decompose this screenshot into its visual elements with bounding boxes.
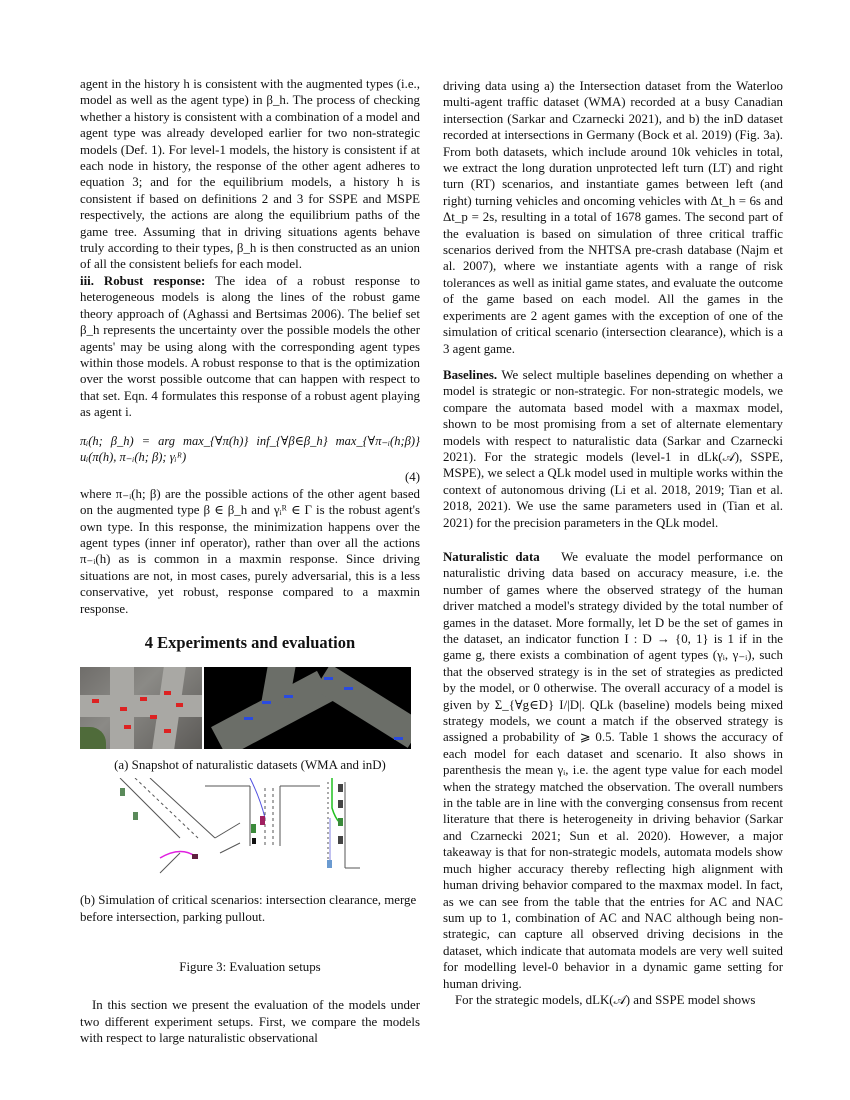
naturalistic-data-heading: Naturalistic data [443, 549, 540, 564]
robust-response-text: The idea of a robust response to heterogeneous models is along the lines of the robust game theory approach of (Aghassi and Bertsimas 2006). The belief set β_h represents the uncertainty over the possible models the other agents' may be using along with the corresponding agent types within those models. A robust response to that is the optimization over the worst possible outcome that can happen with respect to that set. Eqn. 4 formulates this response of a robust agent playing as agent i. [80, 273, 420, 420]
figure-3 [80, 667, 420, 975]
ind-dataset-image [204, 667, 411, 749]
wma-dataset-image [80, 667, 202, 749]
robust-response-heading: iii. Robust response: [80, 273, 206, 288]
right-column [443, 78, 783, 1008]
baselines-text: We select multiple baselines depending on whether a model is strategic or non-strategic. For non-strategic models, we compare the automata based model with a maxmax model, shown to be most promising from a set of alternate elementary models with respect to naturalistic data (Sarkar and Czarnecki 2021). For the strategic models (level-1 in dLk(𝒜), SSPE, MSPE), we select a QLk model used in multiple works within the context of autonomous driving (Li et al. 2018, 2019; Tian et al. 2018, 2021). We use the same parameters used in (Tian et al. 2021) for the precision parameters in the QLk model. [443, 367, 783, 530]
paragraph-robust-response [80, 273, 420, 421]
figure-3a-images [80, 667, 420, 749]
paragraph-naturalistic-data [443, 549, 783, 992]
figure-3a-caption: (a) Snapshot of naturalistic datasets (WMA and inD) [114, 758, 386, 773]
left-column [80, 76, 420, 1047]
paragraph-consistency: agent in the history h is consistent with the augmented types (i.e., model as well as the agent type) in β_h. The process of checking whether a history is consistent with a combination of a model and agent type was already developed earlier for two non-strategic models (Def. 1). For level-1 models, the history is consistent if at each node in history, the response of the other agent adheres to equation 3; and for the equilibrium models, a history h is consistent if based on definitions 2 and 3 for SSPE and MSPE respectively, the actions are along the equilibrium paths of the game tree. Assuming that in driving situations agents behave truly according to their types, β_h is then constructed as an union of all the consistent beliefs for each model. [80, 77, 420, 272]
paragraph-datasets: driving data using a) the Intersection dataset from the Waterloo multi-agent traffic dataset (WMA) recorded at a busy Canadian intersection (Sarkar and Czarnecki 2021), and b) the inD dataset recorded at intersections in Germany (Bock et al. 2019) (Fig. 3a). From both datasets, which include around 10k vehicles in total, we extract the long duration unprotected left turn (LT) and right turn (RT) scenarios, and instantiate games between left (and right) turning vehicles and oncoming vehicles with Δt_h = 6s and Δt_p = 2s, resulting in a total of 1678 games. The second part of the evaluation is based on simulation of three critical traffic scenarios derived from the NHTSA pre-crash database (Najm et al. 2007), where we instantiate agents with a range of risk tolerances as well as initial game states, and evaluate the outcome of the game based on each model. All the games in the experiments are 2 agent games with the exception of one of the simulation of critical scenario (intersection clearance), which is a 3 agent game. [443, 79, 783, 356]
section-heading: 4 Experiments and evaluation [144, 633, 356, 652]
baselines-heading: Baselines. [443, 367, 498, 382]
paragraph-strategic-models: For the strategic models, dLK(𝒜) and SSPE model shows [455, 992, 756, 1007]
naturalistic-data-text: We evaluate the model performance on naturalistic driving data based on accuracy measure, i.e. the number of games where the observed strategy of the human driver matched a model's strategy divided by the total number of games in the dataset. More formally, let D be the set of games in the dataset, an indicator function I : D → {0, 1} is 1 if in the game g, there exists a combination of agent types (γᵢ, γ₋ᵢ), such that the observed strategy is in the set of strategies as predicted by the model, or 0 otherwise. The overall accuracy of a model is given by Σ_{∀g∈D} I/|D|. QLk (baseline) models being mixed strategy models, we count a match if the observed strategy is assigned a probability of ⩾ 0.5. Table 1 shows the accuracy of each model for each dataset and scenario. It also shows in parenthesis the mean γᵢ, i.e. the agent type value for each model when the strategy matched the observation. The overall numbers in the table are in line with the converging consensus from recent literature that there is heterogeneity in driving behavior (Sarkar and Czarnecki 2021; Sun et al. 2020). However, a major takeaway is that for non-strategic models, automata models show much higher accuracy thereby reflecting high alignment with human driving behavior compared to the maxmax model. In fact, as we can see from the table that the entries for AC and NAC sum up to 1, combination of AC and NAC although being non-strategic, can capture all observed driving decisions in the dataset, which indicate that automata models are very well suited for modelling level-0 behavior in a dynamic game setting for human driving. [443, 549, 784, 991]
paragraph-intro-experiments: In this section we present the evaluation of the models under two different experiment setups. First, we compare the models with respect to large naturalistic observational [80, 998, 420, 1046]
paragraph-baselines [443, 367, 783, 531]
paragraph-where: where π₋ᵢ(h; β) are the possible actions of the other agent based on the augmented type β ∈ β_h and γᵢᴿ ∈ Γ is the robust agent's own type. In this response, the minimization happens over the agent types (inner inf operator), rather than over all the actions π₋ᵢ(h) as is common in a maxmin response. Since driving situations are not, in most cases, purely adversarial, this is a less conservative, yet robust, response compared to a maxmin response. [80, 486, 420, 616]
equation-4: πᵢ(h; β_h) = arg max_{∀π(h)} inf_{∀β∈β_h} max_{∀π₋ᵢ(h;β)} uᵢ(π(h), π₋ᵢ(h; β); γᵢᴿ) [80, 433, 420, 464]
figure-3b-caption: (b) Simulation of critical scenarios: intersection clearance, merge before intersection, parking pullout. [80, 893, 417, 924]
figure-3b-diagrams [80, 778, 420, 882]
figure-3-title: Figure 3: Evaluation setups [179, 960, 321, 975]
equation-number: (4) [404, 470, 420, 485]
